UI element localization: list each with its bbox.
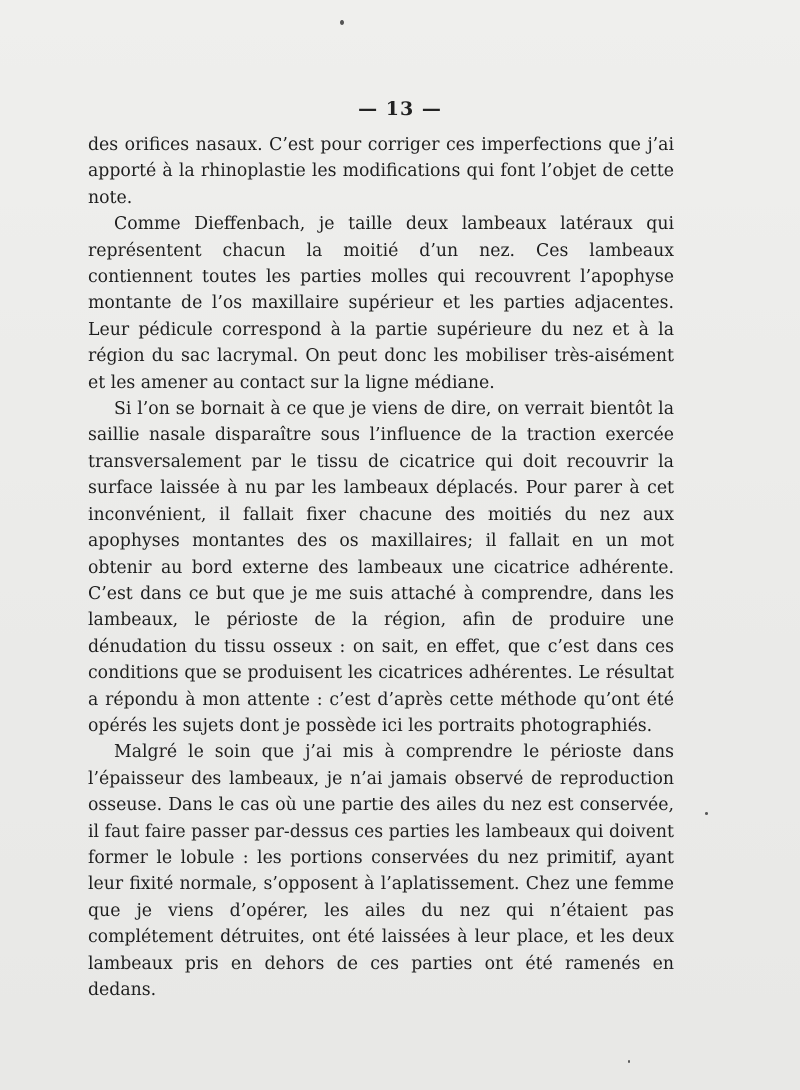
ink-speck	[628, 1060, 630, 1063]
body-text	[88, 132, 674, 1003]
paragraph-3: Si l’on se bornait à ce que je viens de dire, on verrait bientôt la saillie nasale disparaître sous l’influence de la traction exercée transversalement par le tissu de cicatrice qui doit recouvrir la surface laissée à nu par les lambeaux déplacés. Pour parer à cet inconvénient, il fallait fixer chacune des moitiés du nez aux apophyses montantes des os maxillaires; il fallait en un mot obtenir au bord externe des lambeaux une cicatrice adhérente. C’est dans ce but que je me suis attaché à comprendre, dans les lambeaux, le périoste de la région, afin de produire une dénudation du tissu osseux : on sait, en effet, que c’est dans ces conditions que se produisent les cicatrices adhérentes. Le résultat a répondu à mon attente : c’est d’après cette méthode qu’ont été opérés les sujets dont je possède ici les portraits photographiés.	[88, 399, 674, 736]
paragraph-4: Malgré le soin que j’ai mis à comprendre le périoste dans l’épaisseur des lambeaux, je n’ai jamais observé de reproduction osseuse. Dans le cas où une partie des ailes du nez est conservée, il faut faire passer par-dessus ces parties les lambeaux qui doivent former le lobule : les portions conservées du nez primitif, ayant leur fixité normale, s’opposent à l’aplatissement. Chez une femme que je viens d’opérer, les ailes du nez qui n’étaient pas complétement détruites, ont été laissées à leur place, et les deux lambeaux pris en dehors de ces parties ont été ramenés en dedans.	[88, 742, 674, 1000]
paragraph-2: Comme Dieffenbach, je taille deux lambeaux latéraux qui représentent chacun la moitié d’un nez. Ces lambeaux contiennent toutes les parties molles qui recouvrent l’apophyse montante de l’os maxillaire supérieur et les parties adjacentes. Leur pédicule correspond à la partie supérieure du nez et à la région du sac lacrymal. On peut donc les mobiliser très-aisément et les amener au contact sur la ligne médiane.	[88, 214, 674, 393]
page-number: — 13 —	[358, 98, 442, 120]
ink-speck	[705, 812, 708, 815]
ink-speck	[340, 20, 344, 25]
paragraph-1: des orifices nasaux. C’est pour corriger ces imperfections que j’ai apporté à la rhinoplastie les modifications qui font l’objet de cette note.	[88, 135, 674, 208]
